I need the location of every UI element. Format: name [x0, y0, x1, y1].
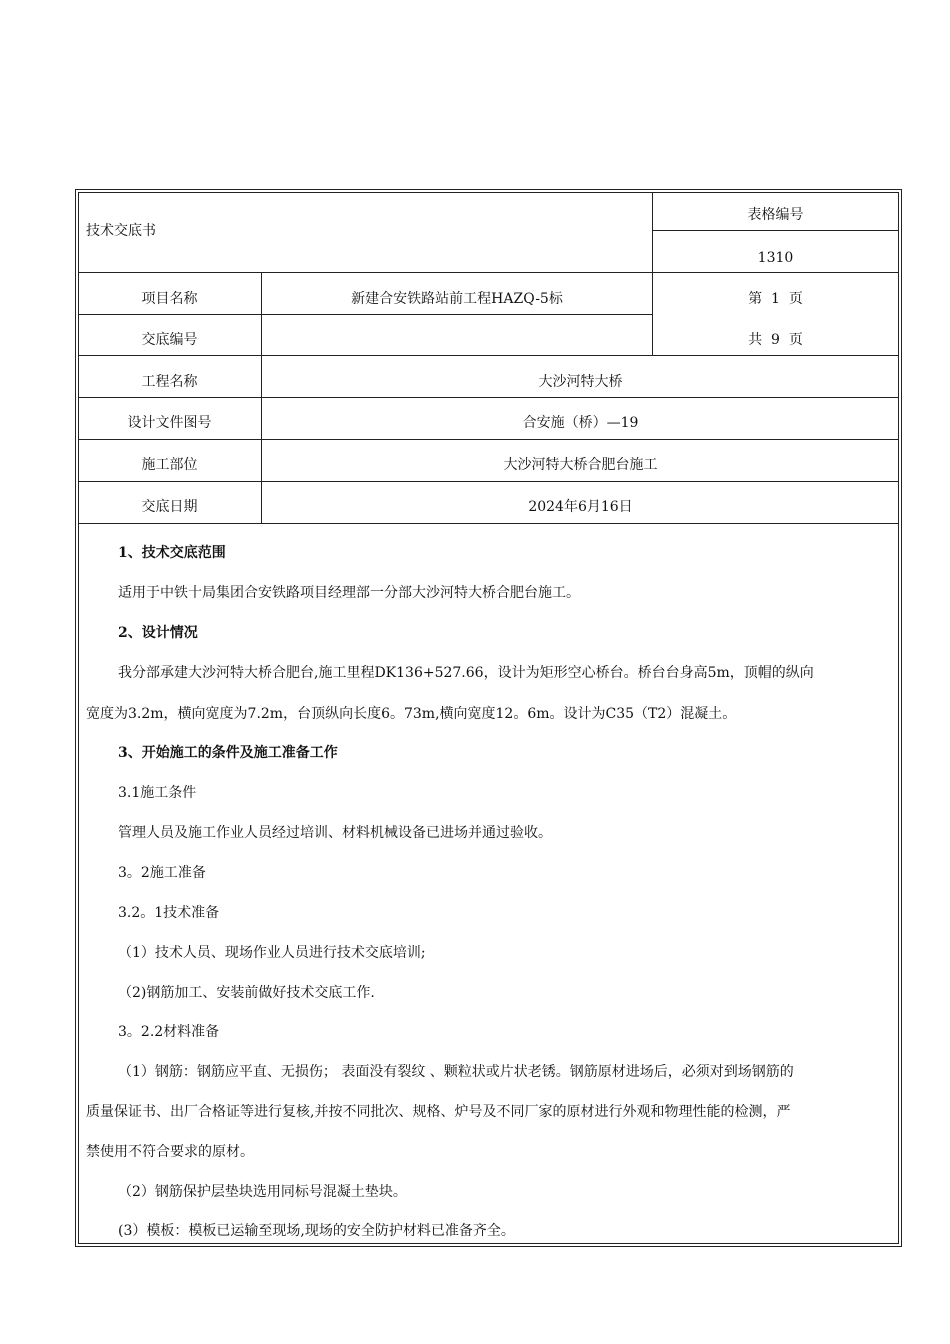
section-2-line: 我分部承建大沙河特大桥合肥台,施工里程DK136+527.66，设计为矩形空心桥台。桥台台身高5m，顶帽的纵向: [118, 665, 814, 681]
date-label: 交底日期: [141, 499, 198, 515]
list-item: （1）钢筋：钢筋应平直、无损伤； 表面没有裂纹 、颗粒状或片状老锈。钢筋原材进场后，必须对到场钢筋的: [118, 1064, 794, 1080]
section-1-text: 适用于中铁十局集团合安铁路项目经理部一分部大沙河特大桥合肥台施工。: [118, 585, 580, 601]
grid-line: [78, 272, 899, 273]
doc-title: 技术交底书: [86, 223, 156, 239]
project-name-label: 项目名称: [141, 291, 198, 307]
list-item-cont: 禁使用不符合要求的原材。: [86, 1144, 254, 1160]
grid-line: [78, 397, 899, 398]
section-3-1-text: 管理人员及施工作业人员经过培训、材料机械设备已进场并通过验收。: [118, 825, 552, 841]
section-3-2-2-title: 3。2.2材料准备: [118, 1024, 220, 1040]
section-2-title: 2、设计情况: [118, 625, 198, 641]
grid-line: [78, 523, 899, 524]
page-current: 第 1 页: [748, 291, 803, 307]
grid-line: [261, 272, 262, 523]
list-item: （2）钢筋保护层垫块选用同标号混凝土垫块。: [118, 1184, 407, 1200]
section-3-2-title: 3。2施工准备: [118, 865, 206, 881]
date: 2024年6月16日: [528, 499, 633, 515]
drawing-no: 合安施（桥）—19: [522, 415, 639, 431]
section-3-title: 3、开始施工的条件及施工准备工作: [118, 745, 338, 761]
list-item: (3）模板：模板已运输至现场,现场的安全防护材料已准备齐全。: [118, 1223, 515, 1239]
work-name: 大沙河特大桥: [538, 374, 623, 390]
section-2-line: 宽度为3.2m，横向宽度为7.2m，台顶纵向长度6。73m,横向宽度12。6m。设计为C35（T2）混凝土。: [86, 706, 737, 722]
grid-line: [78, 314, 652, 315]
form-no: 1310: [757, 250, 794, 266]
project-name: 新建合安铁路站前工程HAZQ-5标: [351, 291, 563, 307]
list-item-cont: 质量保证书、出厂合格证等进行复核,并按不同批次、规格、炉号及不同厂家的原材进行外观和物理性能的检测，严: [86, 1104, 791, 1120]
grid-line: [78, 439, 899, 440]
section-3-1-title: 3.1施工条件: [118, 785, 197, 801]
location-label: 施工部位: [141, 457, 198, 473]
work-name-label: 工程名称: [141, 374, 198, 390]
grid-line: [78, 355, 899, 356]
section-3-2-1-title: 3.2。1技术准备: [118, 905, 220, 921]
grid-line: [652, 230, 899, 231]
grid-line: [78, 481, 899, 482]
form-no-label: 表格编号: [747, 207, 804, 223]
page-total: 共 9 页: [748, 332, 803, 348]
handover-no-label: 交底编号: [141, 332, 198, 348]
list-item: （2)钢筋加工、安装前做好技术交底工作.: [118, 985, 375, 1001]
section-1-title: 1、技术交底范围: [118, 545, 226, 561]
drawing-no-label: 设计文件图号: [127, 415, 212, 431]
location: 大沙河特大桥合肥台施工: [503, 457, 658, 473]
list-item: （1）技术人员、现场作业人员进行技术交底培训;: [118, 945, 426, 961]
